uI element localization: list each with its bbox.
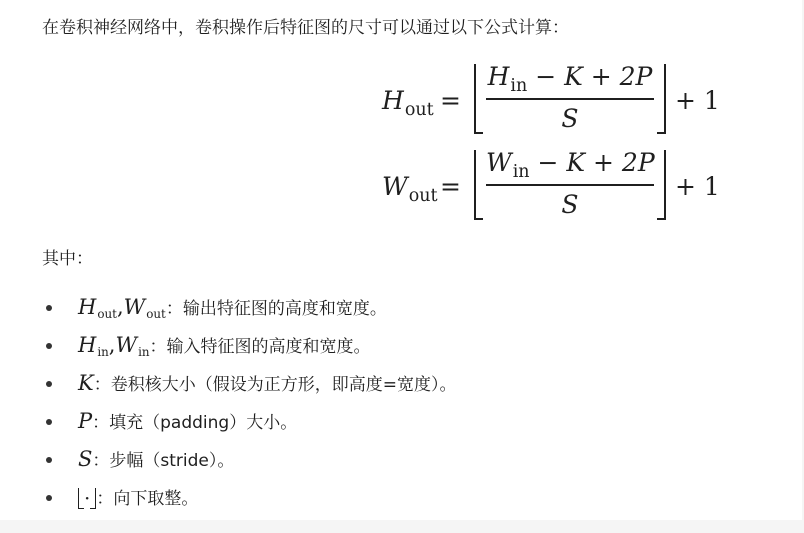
item-text: ：步幅（stride）。 (92, 451, 235, 471)
list-item (42, 366, 456, 404)
denominator: S (561, 190, 579, 219)
denominator: S (561, 104, 579, 133)
fraction-bar (486, 98, 654, 100)
equals-sign: = (440, 86, 461, 115)
item-text: ：输出特征图的高度和宽度。 (165, 299, 387, 319)
item-text: ：向下取整。 (96, 489, 199, 509)
floor-bracket (474, 62, 666, 138)
num-sub: in (510, 76, 528, 97)
bullet-icon (46, 381, 52, 387)
item-sub: out (146, 307, 166, 322)
definition-list (42, 290, 456, 518)
num-var: H (487, 62, 510, 91)
item-sep: , (108, 333, 116, 357)
num-sub: in (512, 162, 530, 183)
item-sep: , (116, 295, 124, 319)
item-var: S (78, 447, 93, 471)
formula-tail: + 1 (675, 172, 720, 201)
fraction-bar (486, 184, 654, 186)
numerator (486, 62, 654, 97)
numerator (486, 148, 655, 183)
floor-symbol-right (90, 488, 96, 509)
floor-left-bracket (474, 64, 483, 134)
list-item (42, 328, 456, 366)
list-item (42, 290, 456, 328)
lhs-sub: out (404, 100, 434, 121)
item-var: H (78, 295, 97, 319)
equals-sign: = (440, 172, 461, 201)
item-text: ：卷积核大小（假设为正方形，即高度=宽度）。 (93, 375, 457, 395)
bullet-icon (46, 419, 52, 425)
lhs-var: H (382, 86, 404, 115)
floor-symbol-dot: · (84, 486, 91, 510)
list-item (42, 480, 456, 518)
floor-symbol (78, 481, 96, 515)
item-text: ：输入特征图的高度和宽度。 (149, 337, 371, 357)
item-text: ：填充（padding）大小。 (92, 413, 298, 433)
bullet-icon (46, 495, 52, 501)
formula-lhs (382, 172, 438, 207)
item-var: P (78, 409, 93, 433)
floor-right-bracket (657, 150, 666, 220)
intro-text: 在卷积神经网络中，卷积操作后特征图的尺寸可以通过以下公式计算： (42, 18, 569, 38)
item-var: W (123, 295, 146, 319)
item-var: K (78, 371, 94, 395)
floor-right-bracket (657, 64, 666, 134)
item-sub: in (138, 345, 150, 360)
num-rest: − K + 2P (527, 62, 653, 91)
floor-left-bracket (474, 150, 483, 220)
bullet-icon (46, 343, 52, 349)
bullet-icon (46, 457, 52, 463)
floor-bracket (474, 148, 666, 224)
item-sub: in (97, 345, 109, 360)
item-var: H (78, 333, 97, 357)
formula-tail: + 1 (675, 86, 720, 115)
where-label: 其中： (42, 249, 93, 269)
item-var: W (115, 333, 138, 357)
num-rest: − K + 2P (529, 148, 655, 177)
formula-lhs (382, 86, 434, 121)
item-sub: out (97, 307, 117, 322)
bullet-icon (46, 305, 52, 311)
list-item (42, 442, 456, 480)
list-item (42, 404, 456, 442)
num-var: W (486, 148, 512, 177)
lhs-sub: out (408, 186, 438, 207)
lhs-var: W (382, 172, 408, 201)
